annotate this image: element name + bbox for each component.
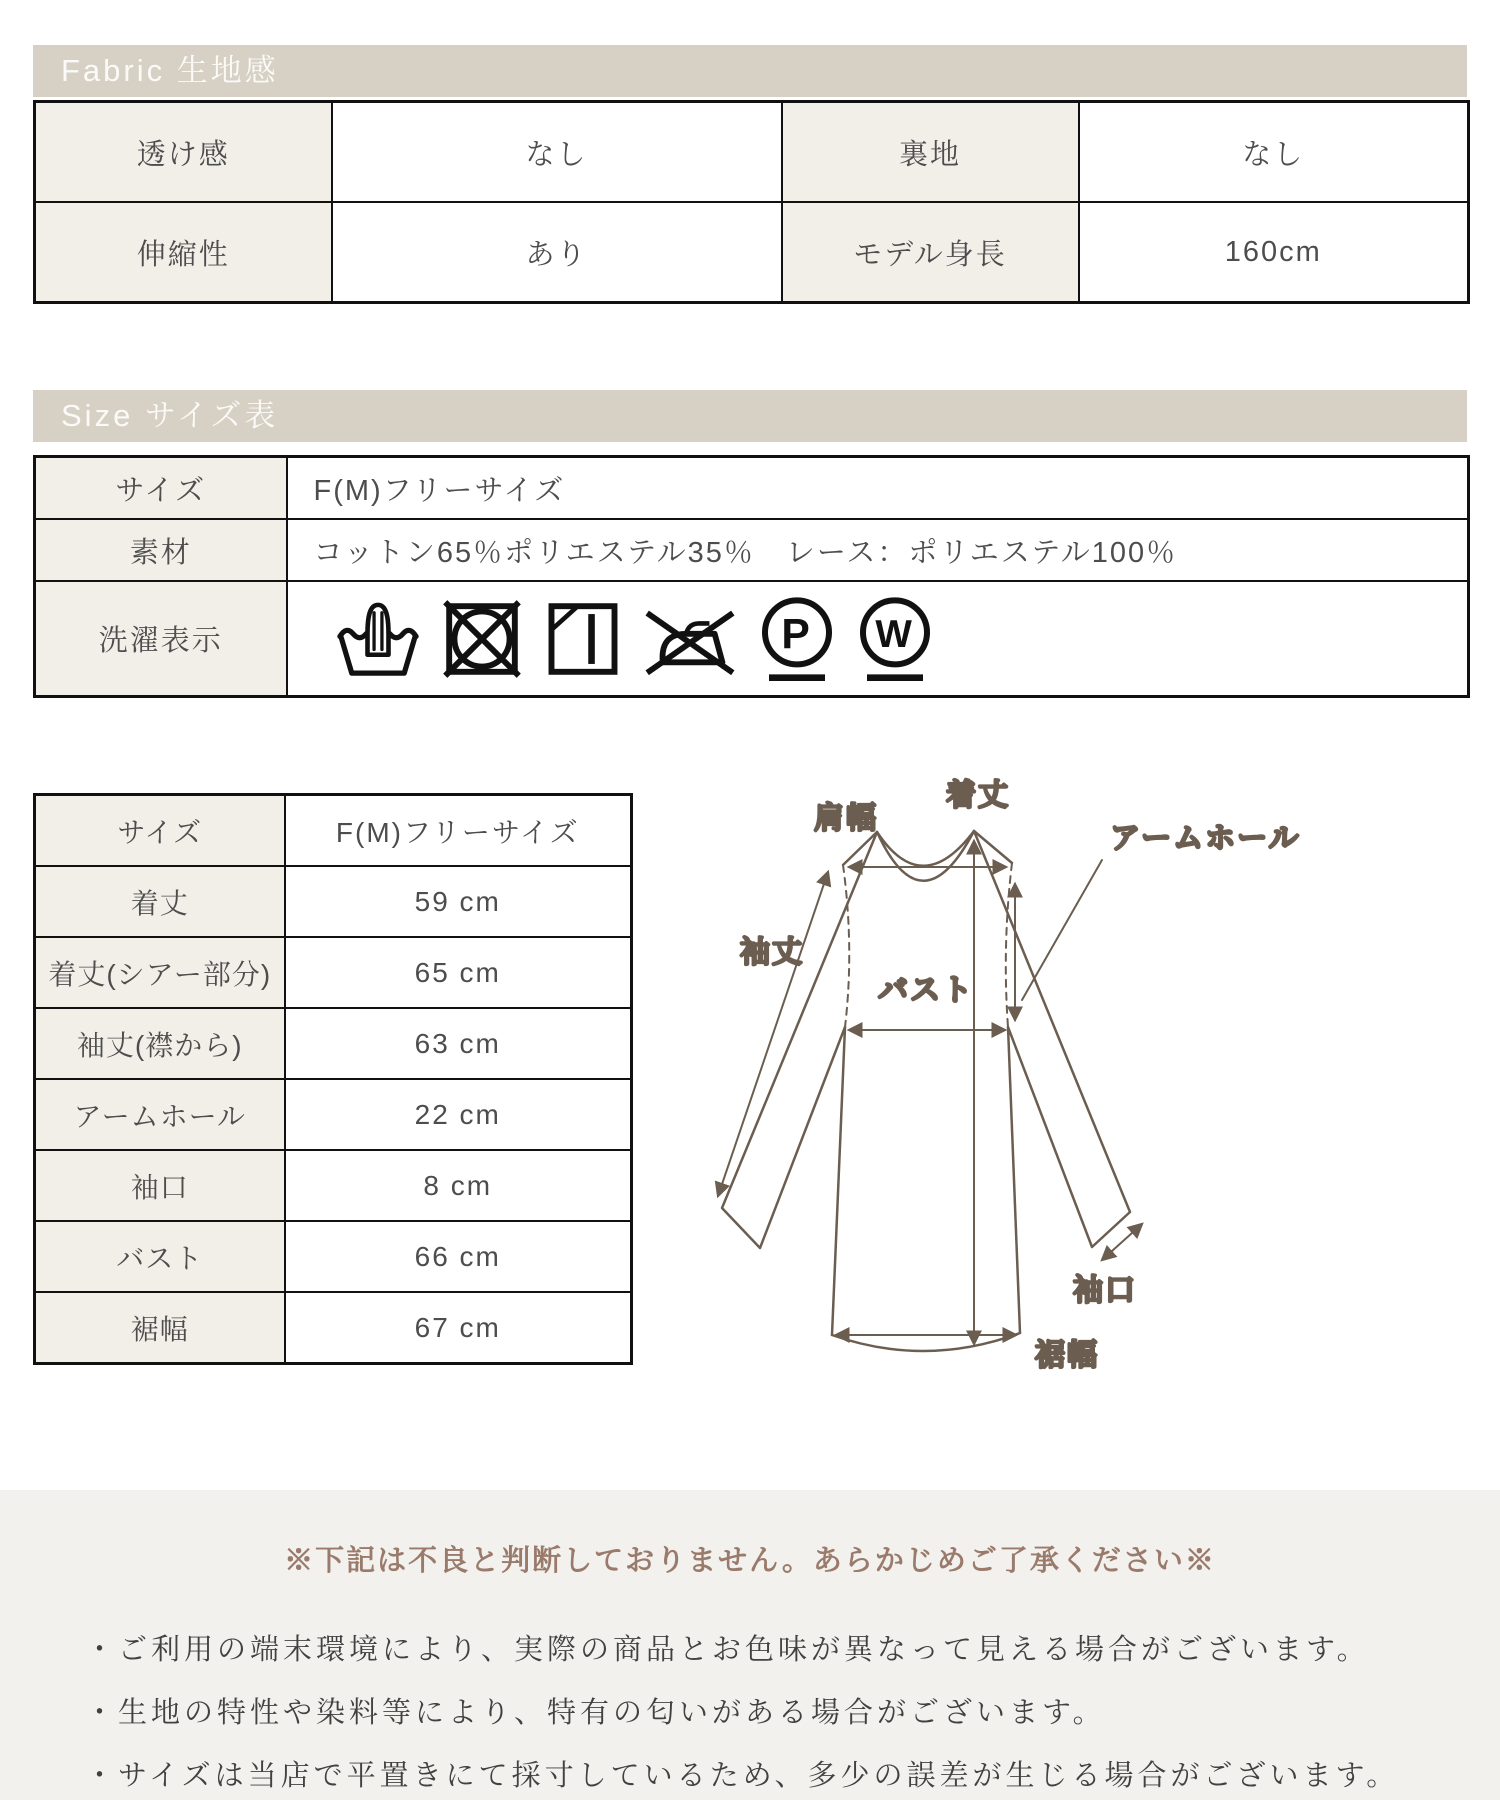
measurement-table (33, 793, 633, 1365)
measure-value-hem: 67 cm (285, 1292, 632, 1364)
measure-value-sleeve: 63 cm (285, 1008, 632, 1079)
size-section-header (33, 390, 1467, 442)
table-row (35, 581, 1469, 697)
garment-measurement-diagram (650, 700, 1500, 1400)
material-label: 素材 (35, 519, 287, 581)
diagram-label-sleeve: 袖丈 (740, 936, 804, 969)
fabric-section-header (33, 45, 1467, 97)
measure-value-sheer-length: 65 cm (285, 937, 632, 1008)
table-row (35, 937, 632, 1008)
care-symbols-cell (287, 581, 1469, 697)
sleeve-length-arrow (718, 872, 828, 1196)
fabric-section-title: Fabric 生地感 (61, 53, 279, 88)
fabric-label-sheerness: 透け感 (35, 102, 332, 203)
wet-clean-W-gentle-icon (856, 595, 934, 683)
table-row (35, 519, 1469, 581)
measure-label-hem: 裾幅 (35, 1292, 285, 1364)
dry-clean-P-gentle-icon (758, 595, 836, 683)
left-sleeve-outline (722, 832, 877, 1248)
diagram-label-shoulder: 肩幅 (814, 802, 878, 835)
fabric-table (33, 100, 1470, 304)
diagram-label-length: 着丈 (946, 779, 1010, 812)
svg-text:P: P (780, 609, 813, 658)
fabric-value-stretch: あり (332, 202, 782, 303)
measure-value-size: F(M)フリーサイズ (285, 795, 632, 867)
table-row (35, 1150, 632, 1221)
table-row (35, 866, 632, 937)
disclaimer-title: ※下記は不良と判断しておりません。あらかじめご了承ください※ (284, 1545, 1216, 1577)
do-not-iron-icon (642, 597, 738, 681)
diagram-label-hem: 裾幅 (1035, 1339, 1099, 1372)
care-label: 洗濯表示 (35, 581, 287, 697)
table-row (35, 1079, 632, 1150)
table-row (35, 102, 1469, 203)
table-row (35, 457, 1469, 520)
fabric-label-model-height: モデル身長 (782, 202, 1079, 303)
table-row (35, 1292, 632, 1364)
measure-label-size: サイズ (35, 795, 285, 867)
measure-value-length: 59 cm (285, 866, 632, 937)
measure-value-cuff: 8 cm (285, 1150, 632, 1221)
fabric-label-stretch: 伸縮性 (35, 202, 332, 303)
size-label: サイズ (35, 457, 287, 520)
size-section-title: Size サイズ表 (61, 398, 279, 433)
table-row (35, 1008, 632, 1079)
size-value: F(M)フリーサイズ (287, 457, 1469, 520)
disclaimer-list (0, 1619, 1500, 1800)
diagram-label-bust: バスト (878, 974, 974, 1007)
measure-value-armhole: 22 cm (285, 1079, 632, 1150)
table-row (35, 795, 632, 867)
measure-value-bust: 66 cm (285, 1221, 632, 1292)
care-symbols-row (314, 595, 1468, 683)
measure-label-cuff: 袖口 (35, 1150, 285, 1221)
measure-label-armhole: アームホール (35, 1079, 285, 1150)
cuff-arrow (1102, 1224, 1142, 1260)
line-dry-in-shade-icon (544, 597, 622, 681)
disclaimer-section (0, 1490, 1500, 1800)
hand-wash-icon (336, 597, 420, 681)
diagram-label-armhole: アームホール (1110, 822, 1301, 855)
disclaimer-item: ・生地の特性や染料等により、特有の匂いがある場合がございます。 (85, 1697, 1106, 1729)
disclaimer-item: ・ご利用の端末環境により、実際の商品とお色味が異なって見える場合がございます。 (85, 1634, 1370, 1666)
measure-label-sleeve: 袖丈(襟から) (35, 1008, 285, 1079)
measure-label-bust: バスト (35, 1221, 285, 1292)
do-not-tumble-dry-icon (440, 597, 524, 681)
size-info-table (33, 455, 1470, 698)
fabric-value-sheerness: なし (332, 102, 782, 203)
armhole-pointer-line (1022, 860, 1102, 1000)
diagram-label-cuff: 袖口 (1073, 1274, 1137, 1307)
svg-text:W: W (874, 612, 915, 656)
table-row (35, 202, 1469, 303)
measure-label-sheer-length: 着丈(シアー部分) (35, 937, 285, 1008)
measure-label-length: 着丈 (35, 866, 285, 937)
disclaimer-item: ・サイズは当店で平置きにて採寸しているため、多少の誤差が生じる場合がございます。 (85, 1760, 1400, 1792)
fabric-value-lining: なし (1079, 102, 1469, 203)
fabric-value-model-height: 160cm (1079, 202, 1469, 303)
fabric-label-lining: 裏地 (782, 102, 1079, 203)
table-row (35, 1221, 632, 1292)
material-value: コットン65％ポリエステル35％ レース：ポリエステル100％ (287, 519, 1469, 581)
right-sleeve-outline (974, 831, 1130, 1247)
